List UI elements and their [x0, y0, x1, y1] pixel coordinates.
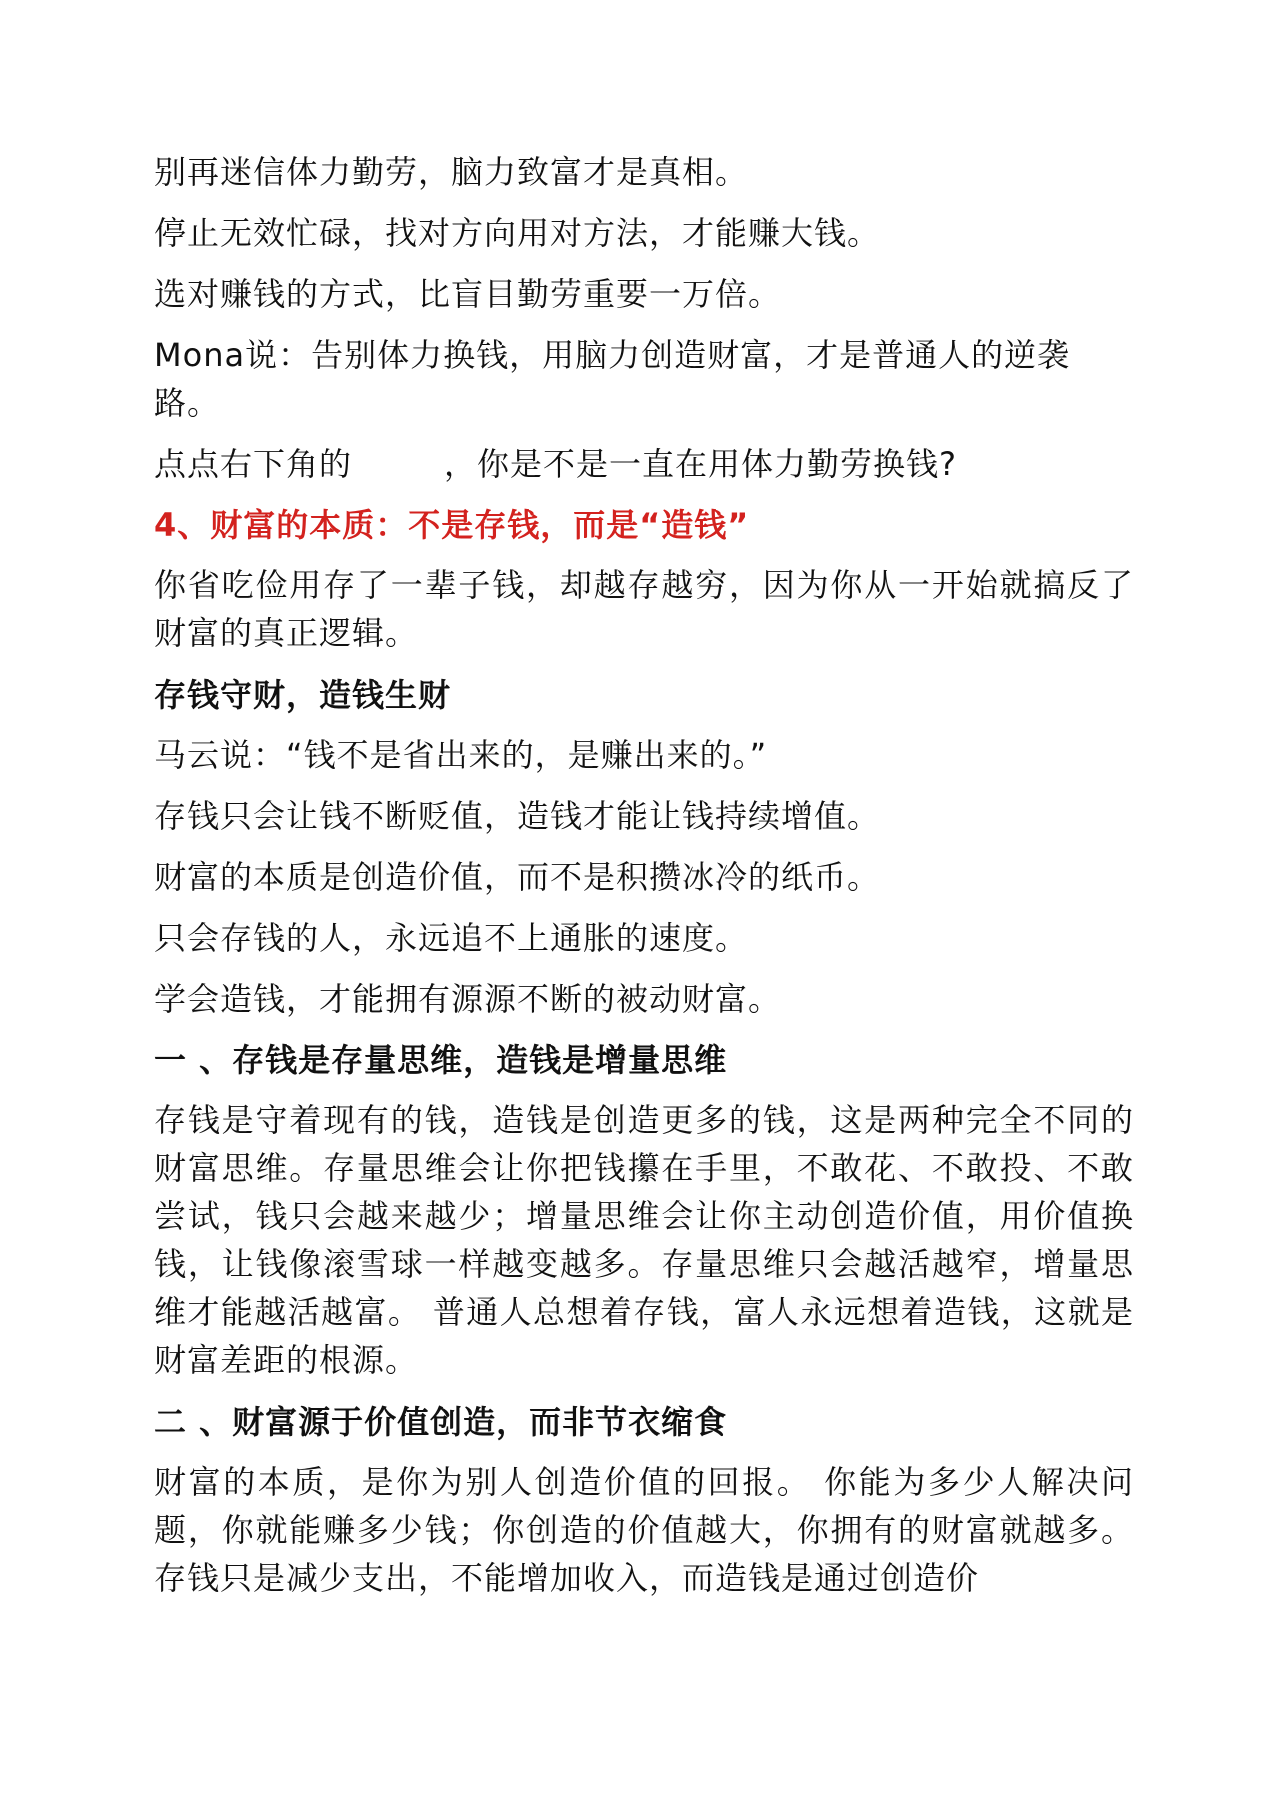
text-line: 只会存钱的人，永远追不上通胀的速度。 [154, 919, 749, 957]
section-heading: 4、财富的本质：不是存钱，而是“造钱” [154, 506, 750, 544]
text-line: Mona说：告别体力换钱，用脑力创造财富，才是普通人的逆袭路。 [154, 336, 1071, 422]
part-heading-2: 二 、财富源于价值创造，而非节衣缩食 [154, 1403, 728, 1441]
part-heading-1: 一 、存钱是存量思维，造钱是增量思维 [154, 1041, 728, 1079]
text-line: 选对赚钱的方式，比盲目勤劳重要一万倍。 [154, 275, 782, 313]
text-line: 马云说：“钱不是省出来的，是赚出来的。” [154, 736, 768, 774]
part-body-1: 存钱是守着现有的钱，造钱是创造更多的钱，这是两种完全不同的财富思维。存量思维会让你把钱攥在手里，不敢花、不敢投、不敢尝试，钱只会越来越少；增量思维会让你主动创造价值，用价值换钱，让钱像滚雪球一样越变越多。存量思维只会越活越窄，增量思维才能越活越富。 普通人总想着存钱，富人永远想着造钱，这就是财富差距的根源。 [154, 1101, 1134, 1379]
text-line: 存钱只会让钱不断贬值，造钱才能让钱持续增值。 [154, 797, 881, 835]
prompt-line-after: ，你是不是一直在用体力勤劳换钱? [444, 445, 958, 483]
text-line: 停止无效忙碌，找对方向用对方法，才能赚大钱。 [154, 214, 881, 252]
subheading: 存钱守财，造钱生财 [154, 676, 452, 714]
text-line: 学会造钱，才能拥有源源不断的被动财富。 [154, 980, 782, 1018]
document-page [154, 148, 1134, 1616]
section-intro: 你省吃俭用存了一辈子钱，却越存越穷，因为你从一开始就搞反了财富的真正逻辑。 [154, 566, 1134, 652]
part-body-2: 财富的本质，是你为别人创造价值的回报。 你能为多少人解决问题，你就能赚多少钱；你创造的价值越大，你拥有的财富就越多。存钱只是减少支出，不能增加收入，而造钱是通过创造价 [154, 1463, 1134, 1597]
prompt-line [154, 440, 1134, 488]
prompt-line-before: 点点右下角的 [154, 445, 353, 483]
text-line: 财富的本质是创造价值，而不是积攒冰冷的纸币。 [154, 858, 881, 896]
text-line: 别再迷信体力勤劳，脑力致富才是真相。 [154, 153, 749, 191]
